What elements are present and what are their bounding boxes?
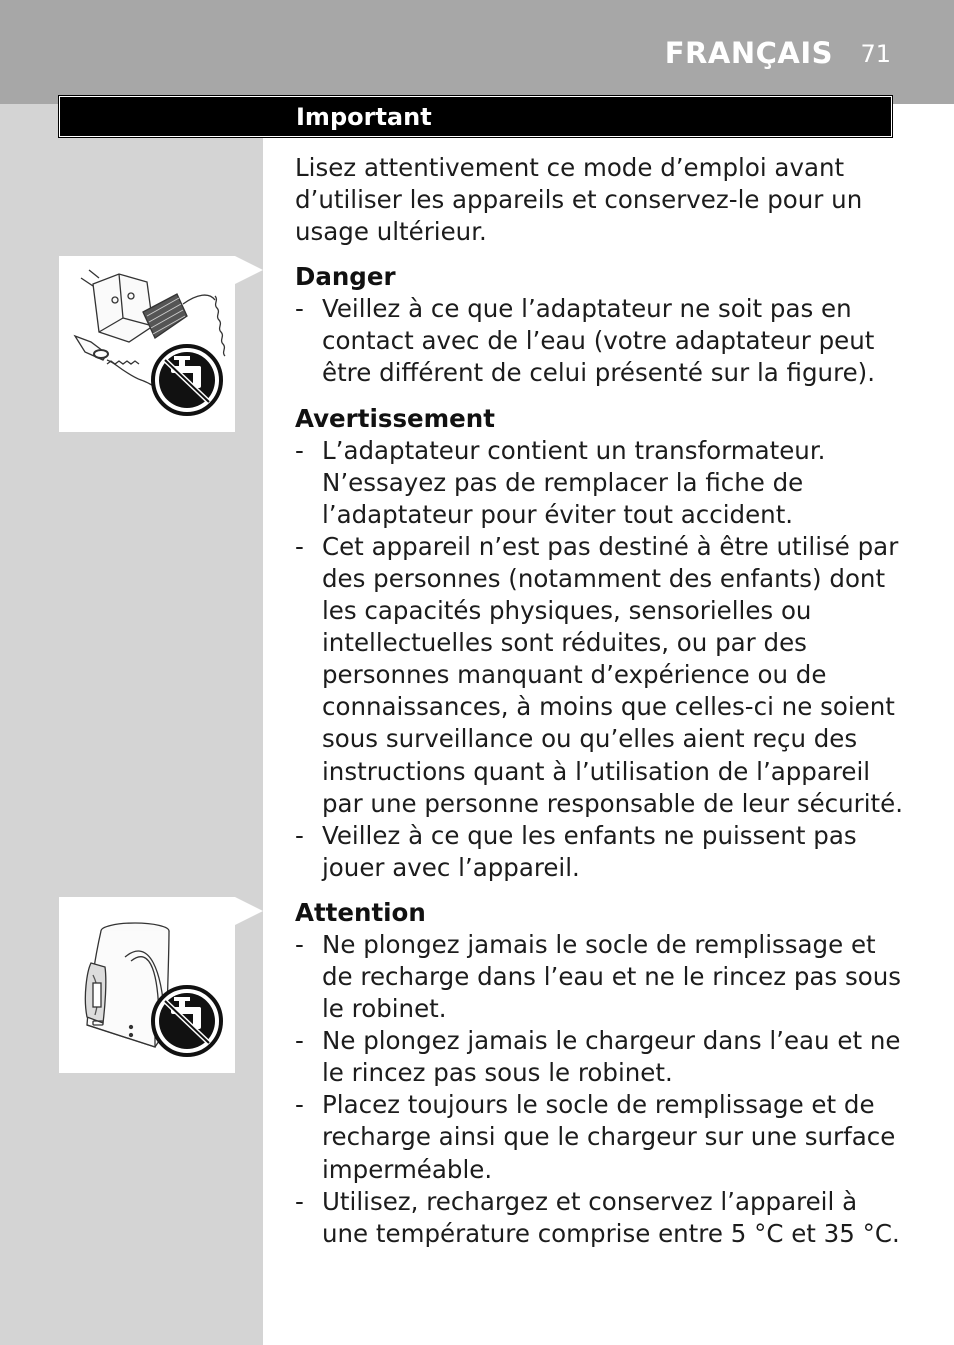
section-header-bar [59,96,892,137]
adapter-figure [59,256,235,432]
danger-section [295,261,910,389]
figure-pointer [235,897,263,925]
section-title: Important [296,103,432,131]
list-item: - Cet appareil n’est pas destiné à être utilisé par des personnes (notamment des enfants) dont les capacités physiques, sensorielles ou intellectuelles sont réduites, ou par des personnes manquant d’expérience ou de connaissances, à moins que celles-ci ne soient sous surveillance ou qu’elles aient reçu des instructions quant à l’utilisation de l’appareil par une personne responsable de leur sécurité. [295,531,910,820]
figure-pointer [235,256,263,284]
list-item: - Ne plongez jamais le chargeur dans l’eau et ne le rincez pas sous le robinet. [295,1025,910,1089]
list-item: - Utilisez, rechargez et conservez l’appareil à une température comprise entre 5 °C et 35 °C. [295,1186,910,1250]
language-label: FRANÇAIS [664,36,833,70]
danger-heading: Danger [295,262,396,292]
danger-list [295,293,910,389]
stand-figure [59,897,235,1073]
avertissement-section [295,403,910,884]
charging-stand-no-water-icon [59,897,235,1073]
list-item: - Ne plongez jamais le socle de remplissage et de recharge dans l’eau et ne le rincez pas sous le robinet. [295,929,910,1025]
page-number: 71 [860,40,891,68]
avertissement-list [295,435,910,884]
header-band [0,0,954,104]
avertissement-heading: Avertissement [295,403,495,433]
list-item: - Placez toujours le socle de remplissage et de recharge ainsi que le chargeur sur une surface imperméable. [295,1089,910,1185]
attention-list [295,929,910,1250]
attention-section [295,897,910,1250]
list-item: - Veillez à ce que l’adaptateur ne soit pas en contact avec de l’eau (votre adaptateur peut être différent de celui présenté sur la figure). [295,293,910,389]
list-item: - L’adaptateur contient un transformateur. N’essayez pas de remplacer la fiche de l’adaptateur pour éviter tout accident. [295,435,910,531]
intro-paragraph: Lisez attentivement ce mode d’emploi avant d’utiliser les appareils et conservez-le pour un usage ultérieur. [295,153,863,247]
adapter-no-water-icon [59,256,235,432]
list-item: - Veillez à ce que les enfants ne puissent pas jouer avec l’appareil. [295,820,910,884]
attention-heading: Attention [295,897,426,927]
main-content [295,152,910,1250]
